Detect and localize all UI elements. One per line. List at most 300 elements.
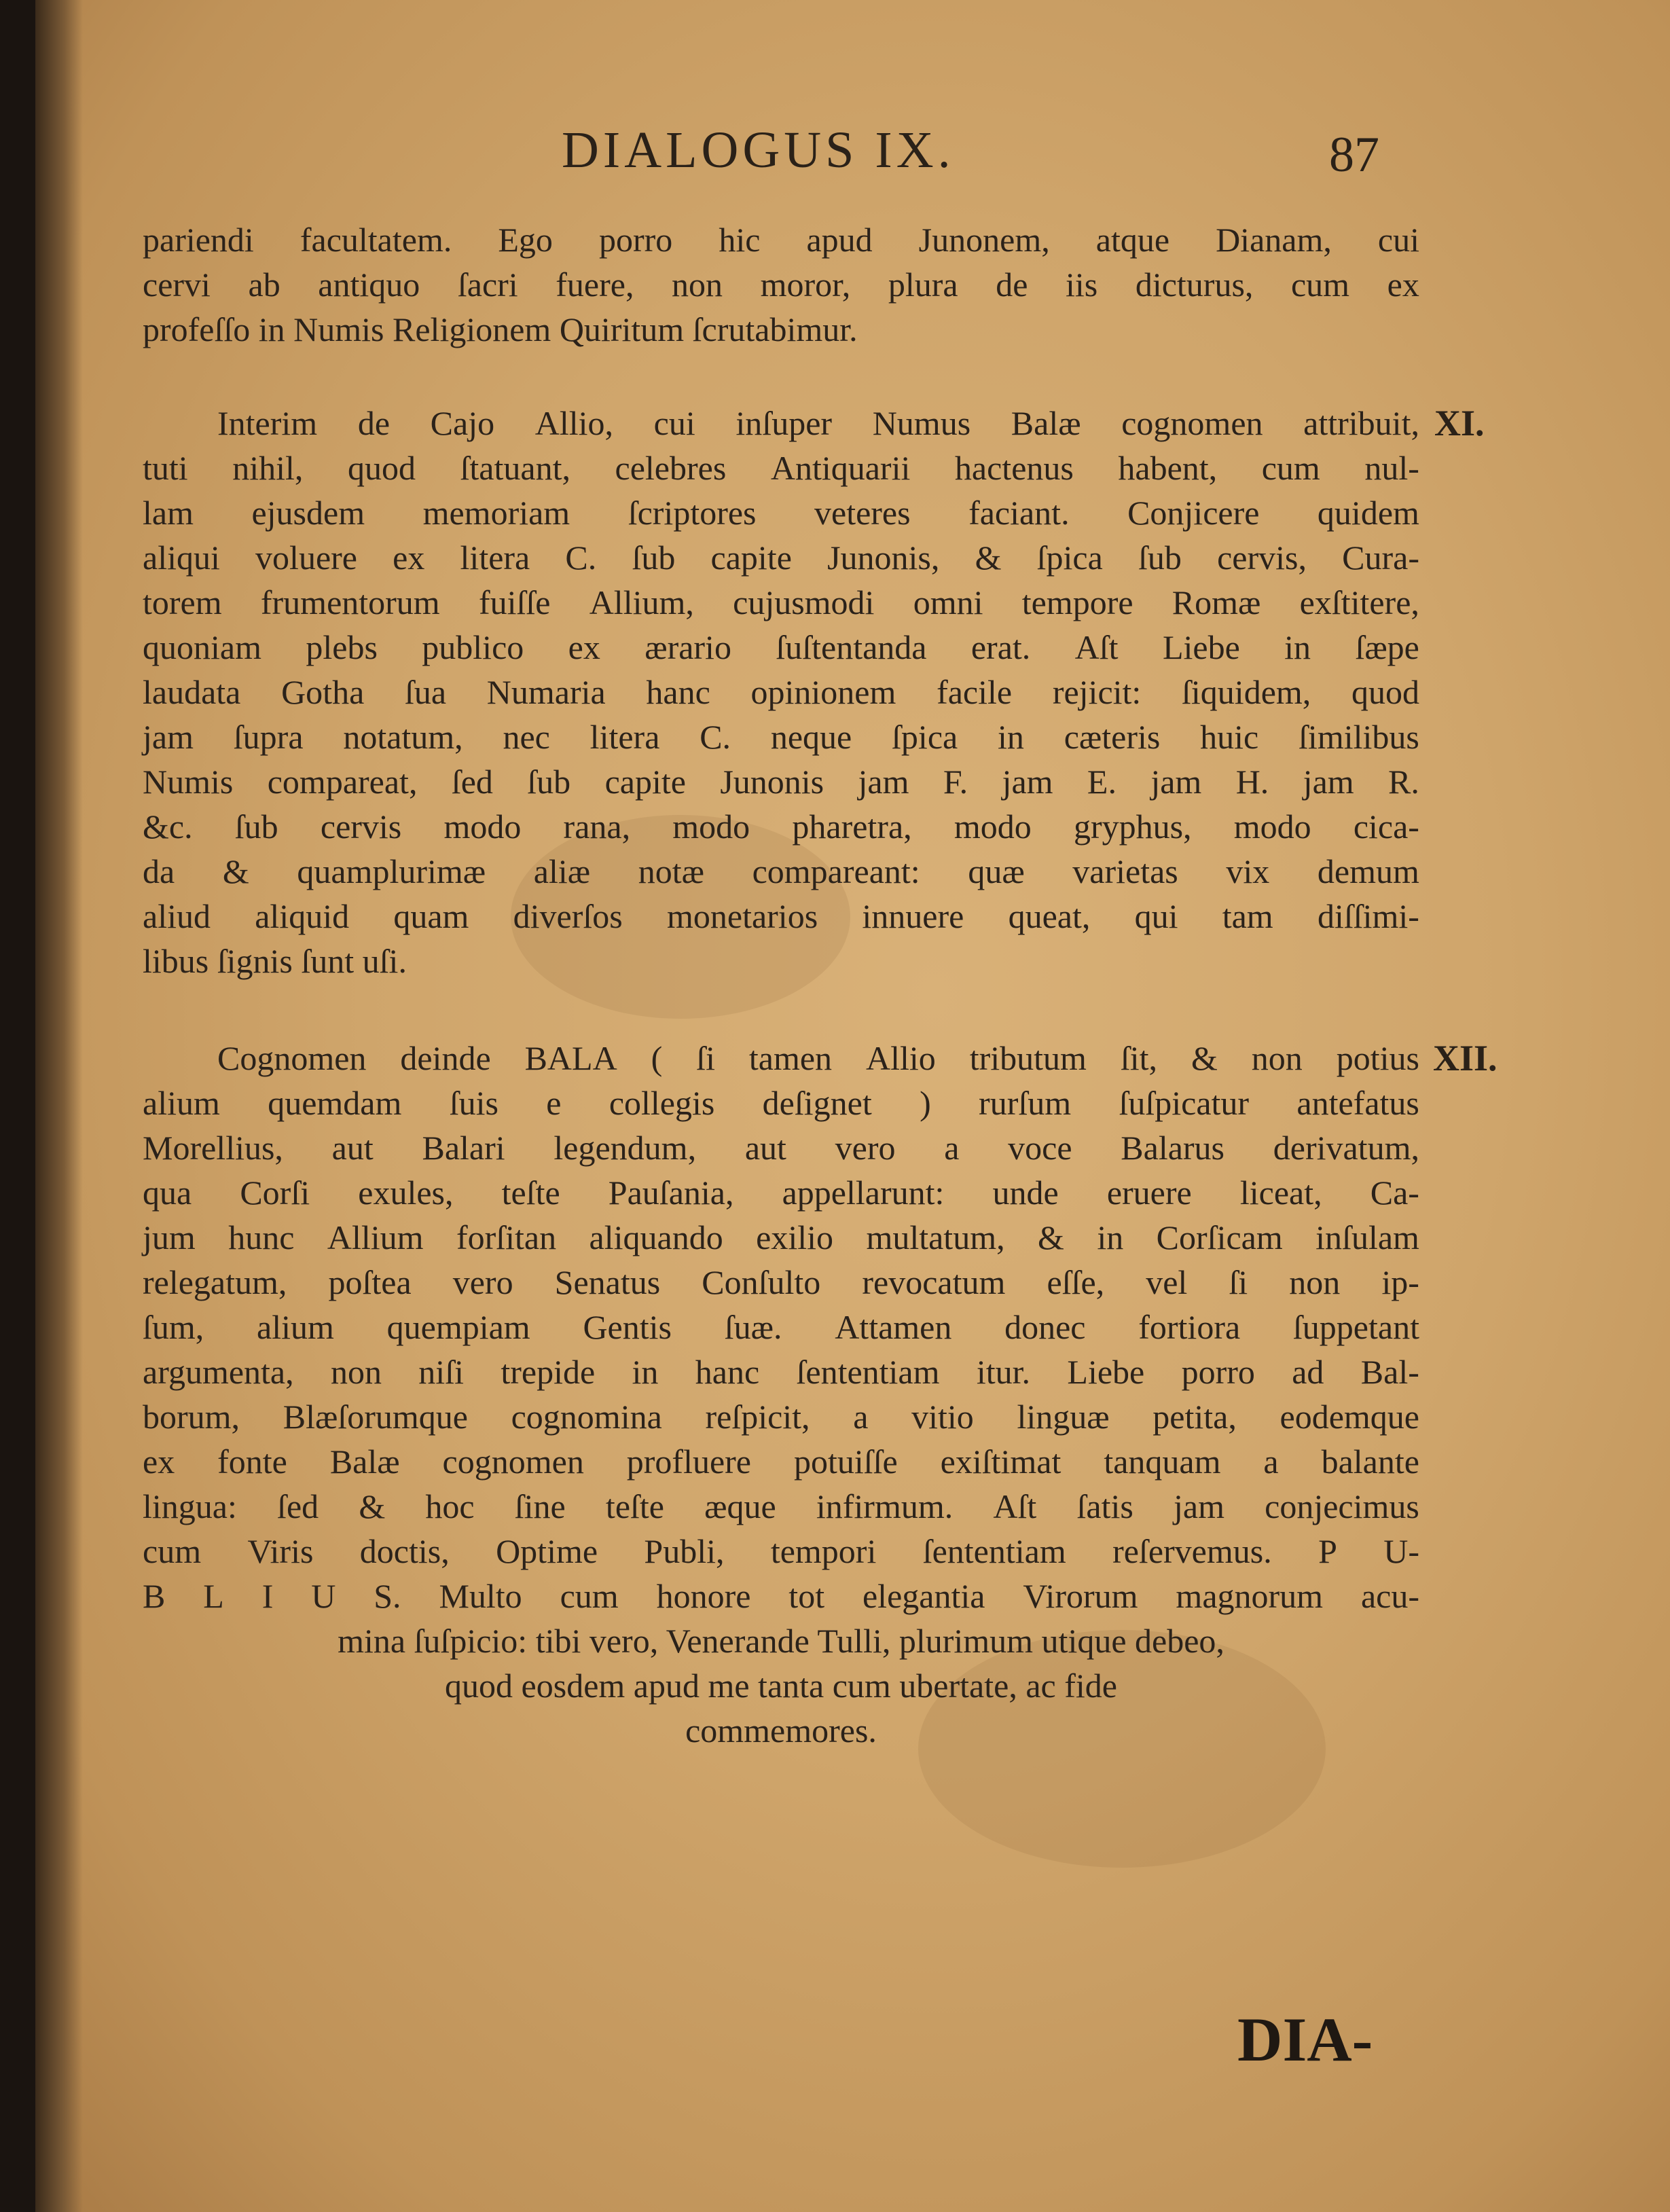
word: ab xyxy=(248,266,280,304)
word: alium xyxy=(143,1084,220,1122)
word: capite xyxy=(710,539,792,577)
word: neque xyxy=(770,718,852,756)
word: ) xyxy=(920,1084,931,1122)
word: aut xyxy=(331,1129,374,1167)
word: BALA xyxy=(524,1039,617,1077)
word: frumentorum xyxy=(260,583,440,621)
word: dicturus, xyxy=(1135,266,1254,304)
word: Cognomen xyxy=(217,1039,367,1077)
word: inſuper xyxy=(736,404,833,442)
text-line xyxy=(143,580,1419,625)
word: porro xyxy=(1181,1353,1255,1391)
word: ſub xyxy=(234,808,278,846)
word: cui xyxy=(653,404,695,442)
word: & xyxy=(1191,1039,1218,1077)
word: quod xyxy=(1351,673,1419,711)
word: donec xyxy=(1004,1308,1086,1346)
word: inſulam xyxy=(1315,1218,1419,1256)
word: ſuſpicatur xyxy=(1119,1084,1250,1122)
word: Publi, xyxy=(644,1532,725,1570)
word: ærario xyxy=(645,628,731,666)
word: magnorum xyxy=(1176,1577,1324,1615)
word: vel xyxy=(1146,1263,1188,1301)
word: reſpicit, xyxy=(705,1398,810,1436)
word: cæteris xyxy=(1064,718,1161,756)
text-line xyxy=(143,1574,1419,1618)
word: litera xyxy=(589,718,660,756)
word: cui xyxy=(1377,221,1419,259)
word: legendum, xyxy=(553,1129,697,1167)
word: relegatum, xyxy=(143,1263,287,1301)
word: Multo xyxy=(439,1577,522,1615)
word: cujusmodi xyxy=(733,583,875,621)
text-line: commemores. xyxy=(685,1711,877,1749)
word: tot xyxy=(788,1577,825,1615)
word: exiſtimat xyxy=(940,1443,1061,1481)
word: hactenus xyxy=(954,449,1074,487)
word: nul- xyxy=(1364,449,1419,487)
word: jum xyxy=(143,1218,196,1256)
word: exilio xyxy=(756,1218,834,1256)
word: de xyxy=(357,404,391,442)
word: doctis, xyxy=(359,1532,450,1570)
word: hunc xyxy=(228,1218,295,1256)
word: æque xyxy=(704,1487,776,1525)
text-line xyxy=(143,217,1419,262)
word: laudata xyxy=(143,673,241,711)
word: profluere xyxy=(626,1443,751,1481)
word: cervis xyxy=(320,808,402,846)
word: tuti xyxy=(143,449,188,487)
word: ſi xyxy=(696,1039,715,1077)
text-line xyxy=(143,535,1419,580)
word: Bal- xyxy=(1360,1353,1419,1391)
word: ſuis xyxy=(449,1084,498,1122)
word: vero xyxy=(835,1129,896,1167)
text-line xyxy=(143,1484,1419,1529)
word: in xyxy=(998,718,1024,756)
word: Cajo xyxy=(430,404,495,442)
word: plura xyxy=(888,266,958,304)
word: Allium xyxy=(327,1218,424,1256)
word: e xyxy=(546,1084,562,1122)
word: cum xyxy=(560,1577,619,1615)
word: cum xyxy=(143,1532,202,1570)
word: faciant. xyxy=(968,494,1070,532)
text-line xyxy=(143,1215,1419,1260)
word: quod xyxy=(347,449,416,487)
word: a xyxy=(1263,1443,1279,1481)
word: ex xyxy=(568,628,600,666)
word: publico xyxy=(422,628,524,666)
word: ſum, xyxy=(143,1308,204,1346)
word: non xyxy=(330,1353,382,1391)
word: Morellius, xyxy=(143,1129,283,1167)
word: jam xyxy=(1174,1487,1224,1525)
word: collegis xyxy=(609,1084,715,1122)
word: Cura- xyxy=(1342,539,1419,577)
word: Liebe xyxy=(1162,628,1240,666)
word: fonte xyxy=(217,1443,287,1481)
word: gryphus, xyxy=(1073,808,1192,846)
word: conjecimus xyxy=(1265,1487,1419,1525)
word: litera xyxy=(460,539,530,577)
word: hanc xyxy=(646,673,710,711)
word: potuiſſe xyxy=(793,1443,898,1481)
word: demum xyxy=(1317,852,1419,890)
word: pharetra, xyxy=(792,808,912,846)
word: iis xyxy=(1065,266,1098,304)
word: ex xyxy=(393,539,425,577)
word: hoc xyxy=(425,1487,475,1525)
word: cognomen xyxy=(442,1443,584,1481)
word: ſpica xyxy=(1036,539,1103,577)
word: Liebe xyxy=(1067,1353,1145,1391)
word: ſub xyxy=(632,539,676,577)
word: jam xyxy=(143,718,194,756)
word: Interim xyxy=(217,404,318,442)
word: ſuſtentanda xyxy=(776,628,927,666)
word: quemdam xyxy=(268,1084,402,1122)
word: monetarios xyxy=(666,897,818,935)
word: compareat, xyxy=(267,763,418,801)
word: quoniam xyxy=(143,628,261,666)
word: tempore xyxy=(1021,583,1133,621)
word: linguæ xyxy=(1017,1398,1110,1436)
word: ſua xyxy=(404,673,447,711)
word: cum xyxy=(1290,266,1350,304)
paragraph-3 xyxy=(143,1036,1419,1753)
word: aut xyxy=(744,1129,786,1167)
word: a xyxy=(853,1398,869,1436)
text-line xyxy=(143,1125,1419,1170)
word: multatum, xyxy=(866,1218,1005,1256)
word: &c. xyxy=(143,808,193,846)
word: jam xyxy=(1002,763,1053,801)
word: Ca- xyxy=(1370,1174,1419,1212)
word: cognomen xyxy=(1121,404,1263,442)
text-line: quod eosdem apud me tanta cum ubertate, ac fide xyxy=(445,1667,1117,1705)
word: P xyxy=(1318,1532,1337,1570)
word: elegantia xyxy=(862,1577,985,1615)
word: nec xyxy=(503,718,550,756)
word: Conjicere xyxy=(1127,494,1260,532)
word: omni xyxy=(913,583,983,621)
text-line xyxy=(143,1529,1419,1574)
section-number-xii: XII. xyxy=(1433,1038,1497,1078)
word: plebs xyxy=(306,628,378,666)
word: modo xyxy=(443,808,522,846)
word: honore xyxy=(656,1577,751,1615)
word: quempiam xyxy=(386,1308,530,1346)
word: modo xyxy=(672,808,750,846)
word: ſed xyxy=(277,1487,319,1525)
word: habent, xyxy=(1118,449,1218,487)
word: ſpica xyxy=(892,718,958,756)
word: exules, xyxy=(358,1174,454,1212)
word: ſententiam xyxy=(922,1532,1066,1570)
word: aliqui xyxy=(143,539,220,577)
word: modo xyxy=(954,808,1032,846)
word: Gotha xyxy=(281,673,365,711)
word: porro xyxy=(598,221,673,259)
word: celebres xyxy=(615,449,727,487)
paragraph-1 xyxy=(143,217,1419,352)
word: Aſt xyxy=(993,1487,1037,1525)
word: tanquam xyxy=(1104,1443,1221,1481)
word: non xyxy=(1289,1263,1341,1301)
word: ſuæ. xyxy=(724,1308,782,1346)
word: ſub xyxy=(1138,539,1182,577)
page-gutter-shadow xyxy=(35,0,83,2212)
word: Romæ xyxy=(1172,583,1261,621)
word: rana, xyxy=(563,808,631,846)
word: a xyxy=(944,1129,960,1167)
word: ſacri xyxy=(457,266,518,304)
word: huic xyxy=(1200,718,1259,756)
word: diſſimi- xyxy=(1317,897,1419,935)
word: in xyxy=(1097,1218,1124,1256)
word: Junonis, xyxy=(827,539,940,577)
word: vitio xyxy=(911,1398,974,1436)
word: attribuit, xyxy=(1303,404,1419,442)
word: potius xyxy=(1336,1039,1419,1077)
word: ex xyxy=(1387,266,1419,304)
word: Allio, xyxy=(534,404,614,442)
text-line xyxy=(143,401,1419,446)
word: qua xyxy=(143,1174,192,1212)
word: Corſi xyxy=(240,1174,310,1212)
word: Antiquarii xyxy=(770,449,911,487)
word: moror, xyxy=(760,266,851,304)
word: ſit, xyxy=(1120,1039,1158,1077)
word: tempori xyxy=(770,1532,877,1570)
word: erat. xyxy=(970,628,1031,666)
word: ſi xyxy=(1229,1263,1248,1301)
word: Aſt xyxy=(1074,628,1119,666)
text-line: mina ſuſpicio: tibi vero, Venerande Tulli, plurimum utique debeo, xyxy=(338,1622,1224,1660)
word: ſine xyxy=(514,1487,566,1525)
word: aliud xyxy=(143,897,211,935)
word: R. xyxy=(1388,763,1419,801)
text-line xyxy=(143,1081,1419,1125)
word: Gentis xyxy=(583,1308,672,1346)
word: teſte xyxy=(501,1174,560,1212)
text-line xyxy=(143,849,1419,894)
word: Ego xyxy=(498,221,553,259)
word: rurſum xyxy=(979,1084,1072,1122)
word: atque xyxy=(1095,221,1170,259)
word: qui xyxy=(1134,897,1178,935)
word: ad xyxy=(1292,1353,1324,1391)
word: jam xyxy=(1150,763,1202,801)
word: fuiſſe xyxy=(478,583,551,621)
word: queat, xyxy=(1008,897,1091,935)
word: cervis, xyxy=(1217,539,1307,577)
word: ſiquidem, xyxy=(1182,673,1311,711)
word: C. xyxy=(565,539,597,577)
word: deinde xyxy=(400,1039,491,1077)
word: facile xyxy=(937,673,1013,711)
word: Viris xyxy=(247,1532,314,1570)
text-line xyxy=(143,1036,1419,1081)
word: F. xyxy=(943,763,968,801)
word: pariendi xyxy=(143,221,254,259)
word: ſæpe xyxy=(1355,628,1419,666)
word: Attamen xyxy=(835,1308,952,1346)
word: revocatum xyxy=(862,1263,1006,1301)
word: antefatus xyxy=(1296,1084,1419,1122)
word: & xyxy=(222,852,249,890)
text-line xyxy=(143,894,1419,939)
word: U- xyxy=(1383,1532,1419,1570)
word: eruere xyxy=(1106,1174,1192,1212)
word: cum xyxy=(1261,449,1320,487)
word: ſed xyxy=(451,763,493,801)
word: argumenta, xyxy=(143,1353,294,1391)
word: ſuppetant xyxy=(1292,1308,1419,1346)
word: tam xyxy=(1222,897,1273,935)
text-line: libus ſignis ſunt uſi. xyxy=(143,942,407,980)
word: E. xyxy=(1087,763,1117,801)
book-page xyxy=(35,0,1670,2212)
word: in xyxy=(632,1353,659,1391)
text-line xyxy=(143,670,1419,714)
word: da xyxy=(143,852,175,890)
word: varietas xyxy=(1072,852,1178,890)
word: jam xyxy=(858,763,909,801)
word: de xyxy=(996,266,1028,304)
catchword: DIA- xyxy=(1237,2005,1373,2074)
word: tributum xyxy=(969,1039,1087,1077)
word: ( xyxy=(651,1039,663,1077)
word: quidem xyxy=(1317,494,1419,532)
text-line xyxy=(143,804,1419,849)
word: L xyxy=(203,1577,224,1615)
word: nihil, xyxy=(232,449,304,487)
word: memoriam xyxy=(422,494,570,532)
word: ſatis xyxy=(1076,1487,1133,1525)
word: B xyxy=(143,1577,166,1615)
word: infirmum. xyxy=(816,1487,954,1525)
word: ſimilibus xyxy=(1299,718,1419,756)
word: modo xyxy=(1233,808,1311,846)
word: alium xyxy=(257,1308,334,1346)
word: notæ xyxy=(638,852,704,890)
text-line xyxy=(143,1260,1419,1305)
word: Conſulto xyxy=(702,1263,821,1301)
text-line xyxy=(143,1394,1419,1439)
word: & xyxy=(1038,1218,1064,1256)
text-line xyxy=(143,1439,1419,1484)
word: exſtitere, xyxy=(1299,583,1419,621)
paragraph-2 xyxy=(143,401,1419,983)
word: antiquo xyxy=(318,266,420,304)
word: ſub xyxy=(527,763,571,801)
word: innuere xyxy=(862,897,964,935)
word: quæ xyxy=(968,852,1025,890)
word: hic xyxy=(719,221,761,259)
word: Numus xyxy=(872,404,971,442)
word: compareant: xyxy=(752,852,920,890)
word: petita, xyxy=(1152,1398,1237,1436)
word: trepide xyxy=(501,1353,596,1391)
word: quamplurimæ xyxy=(297,852,486,890)
word: I xyxy=(261,1577,274,1615)
word: apud xyxy=(806,221,873,259)
text-line xyxy=(143,1349,1419,1394)
word: poſtea xyxy=(328,1263,412,1301)
word: ejusdem xyxy=(251,494,365,532)
text-line xyxy=(143,1170,1419,1215)
page-number: 87 xyxy=(1329,127,1379,183)
word: reſervemus. xyxy=(1112,1532,1272,1570)
text-line xyxy=(143,759,1419,804)
word: aliquando xyxy=(589,1218,723,1256)
word: appellarunt: xyxy=(782,1174,945,1212)
word: Balæ xyxy=(1011,404,1081,442)
word: fuere, xyxy=(556,266,634,304)
word: ip- xyxy=(1381,1263,1419,1301)
word: vix xyxy=(1226,852,1270,890)
word: Balæ xyxy=(329,1443,400,1481)
word: tamen xyxy=(748,1039,833,1077)
word: ſupra xyxy=(233,718,304,756)
word: Optime xyxy=(496,1532,598,1570)
word: itur. xyxy=(976,1353,1031,1391)
word: Corſicam xyxy=(1156,1218,1283,1256)
word: rejicit: xyxy=(1052,673,1142,711)
word: C. xyxy=(700,718,731,756)
word: ſcriptores xyxy=(628,494,757,532)
word: in xyxy=(1284,628,1311,666)
word: Senatus xyxy=(554,1263,661,1301)
text-line xyxy=(143,262,1419,307)
running-header xyxy=(35,121,1670,189)
word: fortiora xyxy=(1138,1308,1241,1346)
word: jam xyxy=(1303,763,1354,801)
word: Balarus xyxy=(1121,1129,1225,1167)
text-line xyxy=(143,625,1419,670)
word: notatum, xyxy=(343,718,463,756)
word: hanc xyxy=(695,1353,760,1391)
word: cognomina xyxy=(511,1398,662,1436)
word: capite xyxy=(604,763,686,801)
word: borum, xyxy=(143,1398,240,1436)
word: U xyxy=(311,1577,336,1615)
word: balante xyxy=(1321,1443,1419,1481)
section-number-xi: XI. xyxy=(1434,403,1485,443)
word: aliæ xyxy=(533,852,591,890)
word: H. xyxy=(1235,763,1269,801)
word: S. xyxy=(374,1577,401,1615)
text-line xyxy=(143,1305,1419,1349)
word: Junonem, xyxy=(918,221,1050,259)
text-line xyxy=(143,714,1419,759)
word: teſte xyxy=(605,1487,664,1525)
word: torem xyxy=(143,583,222,621)
text-line xyxy=(143,446,1419,490)
word: & xyxy=(975,539,1002,577)
running-title: DIALOGUS IX. xyxy=(562,122,955,179)
text-line: profeſſo in Numis Religionem Quiritum ſcrutabimur. xyxy=(143,310,858,348)
word: voce xyxy=(1008,1129,1072,1167)
word: Allio xyxy=(865,1039,936,1077)
word: Blæſorumque xyxy=(283,1398,468,1436)
word: quam xyxy=(393,897,469,935)
word: cica- xyxy=(1353,808,1419,846)
word: Numaria xyxy=(486,673,606,711)
